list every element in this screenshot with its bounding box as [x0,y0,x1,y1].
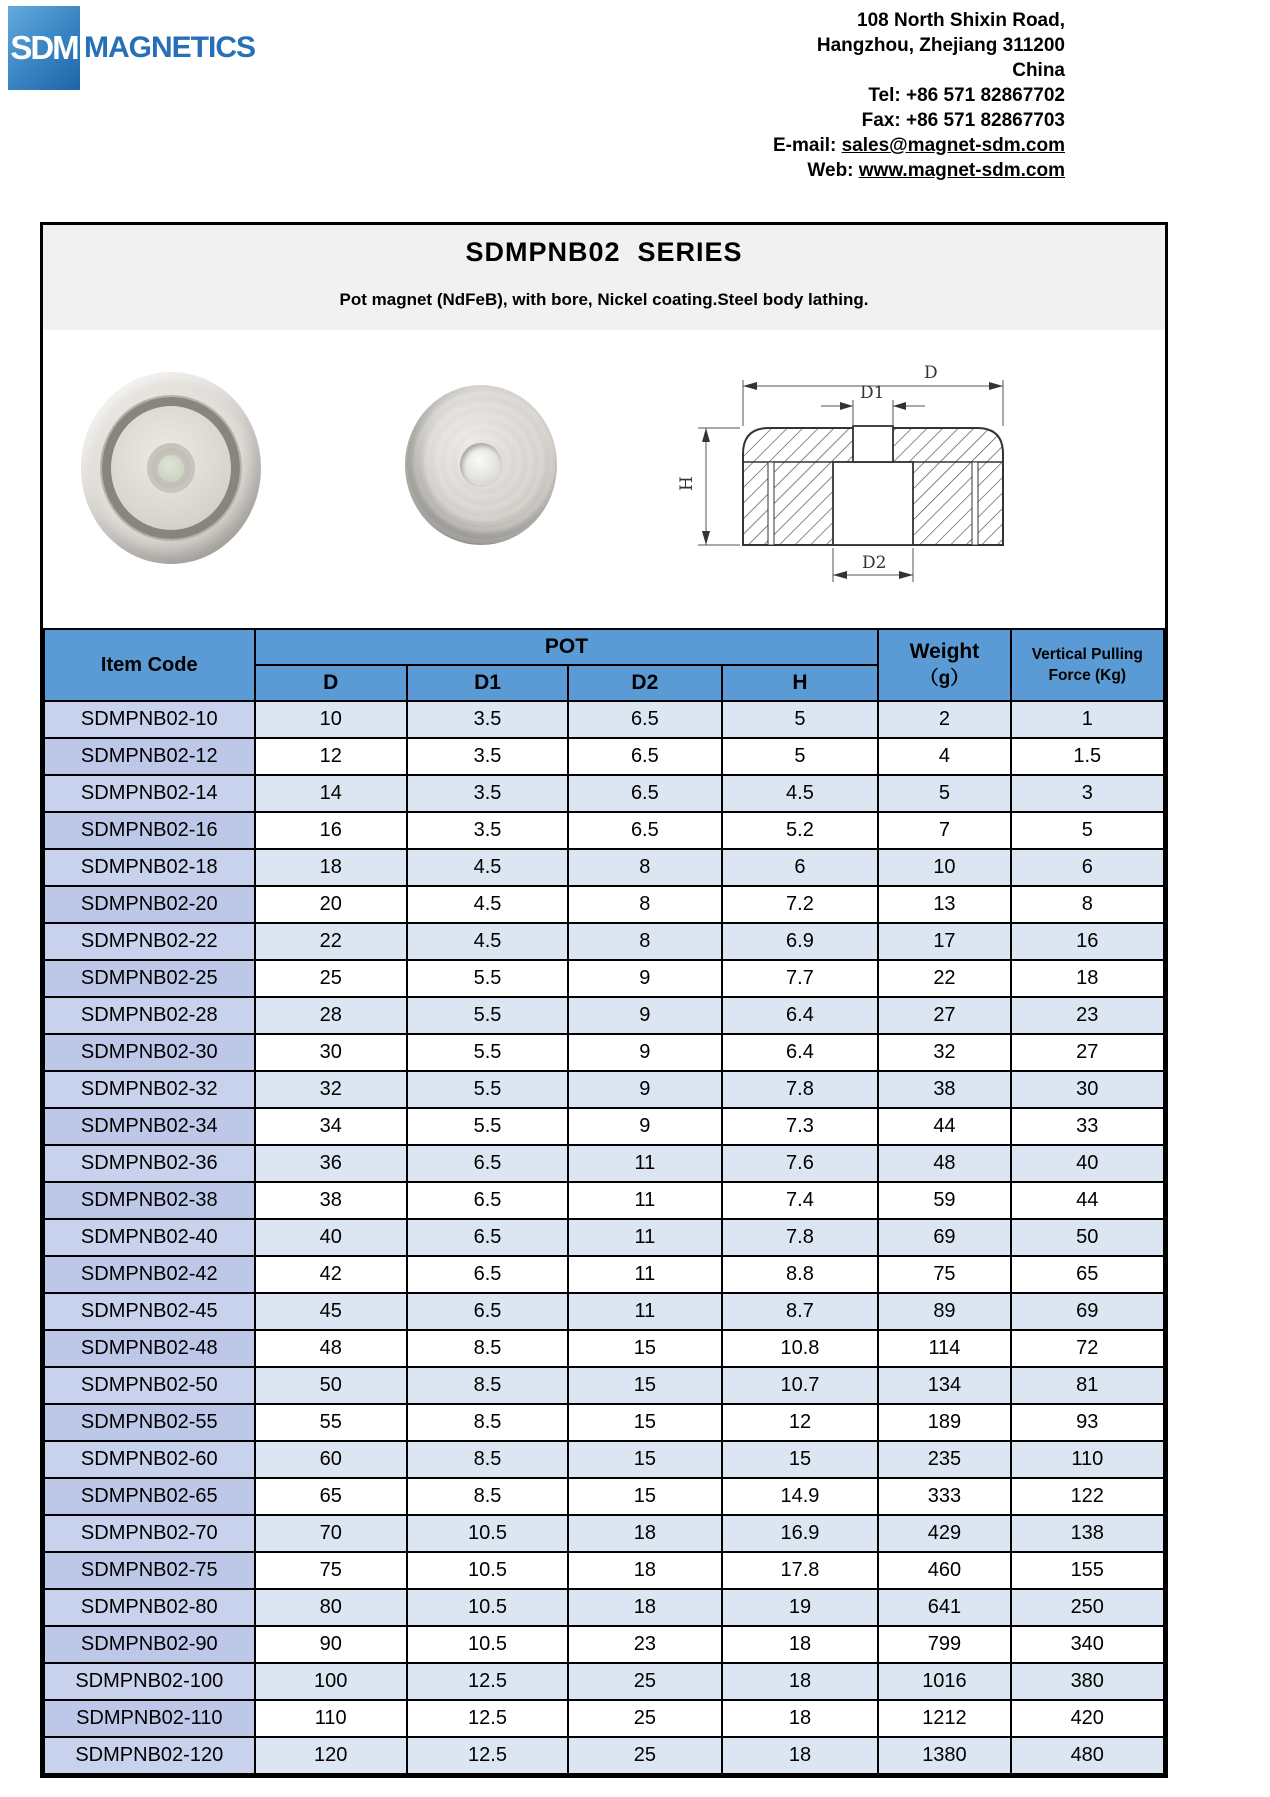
d2-cell: 15 [568,1330,721,1367]
d-cell: 10 [255,701,407,738]
vpf-cell: 27 [1011,1034,1164,1071]
vpf-cell: 1.5 [1011,738,1164,775]
h-cell: 5 [722,701,879,738]
header-pot: POT [255,629,879,665]
d-cell: 50 [255,1367,407,1404]
weight-cell: 1380 [878,1737,1010,1774]
vpf-cell: 65 [1011,1256,1164,1293]
d1-cell: 4.5 [407,849,568,886]
weight-cell: 10 [878,849,1010,886]
d1-cell: 3.5 [407,812,568,849]
weight-cell: 22 [878,960,1010,997]
item-code-cell: SDMPNB02-12 [44,738,255,775]
header-h: H [722,665,879,701]
table-row [44,738,1164,775]
item-code-cell: SDMPNB02-40 [44,1219,255,1256]
vpf-cell: 5 [1011,812,1164,849]
vpf-cell: 44 [1011,1182,1164,1219]
page-subtitle: Pot magnet (NdFeB), with bore, Nickel coating.Steel body lathing. [339,290,869,309]
logo-magnetics-text: MAGNETICS [84,31,255,64]
weight-cell: 460 [878,1552,1010,1589]
d-cell: 90 [255,1626,407,1663]
h-cell: 6.9 [722,923,879,960]
d-cell: 60 [255,1441,407,1478]
vpf-cell: 3 [1011,775,1164,812]
d1-cell: 3.5 [407,738,568,775]
weight-cell: 114 [878,1330,1010,1367]
dim-label-d2: D2 [862,553,887,573]
vpf-cell: 33 [1011,1108,1164,1145]
table-row [44,1737,1164,1774]
d-cell: 25 [255,960,407,997]
d1-cell: 8.5 [407,1404,568,1441]
weight-cell: 17 [878,923,1010,960]
h-cell: 18 [722,1626,879,1663]
header-d2: D2 [568,665,721,701]
weight-cell: 48 [878,1145,1010,1182]
header-weight-line2: （g） [919,667,970,689]
d1-cell: 4.5 [407,886,568,923]
d1-cell: 3.5 [407,701,568,738]
item-code-cell: SDMPNB02-16 [44,812,255,849]
weight-cell: 1016 [878,1663,1010,1700]
weight-cell: 799 [878,1626,1010,1663]
h-cell: 7.8 [722,1071,879,1108]
d2-cell: 8 [568,923,721,960]
d1-cell: 12.5 [407,1700,568,1737]
h-cell: 7.4 [722,1182,879,1219]
vpf-cell: 50 [1011,1219,1164,1256]
h-cell: 12 [722,1404,879,1441]
table-row [44,997,1164,1034]
d1-cell: 6.5 [407,1256,568,1293]
d2-cell: 6.5 [568,701,721,738]
item-code-cell: SDMPNB02-10 [44,701,255,738]
item-code-cell: SDMPNB02-48 [44,1330,255,1367]
table-row [44,886,1164,923]
d-cell: 45 [255,1293,407,1330]
item-code-cell: SDMPNB02-110 [44,1700,255,1737]
d-cell: 80 [255,1589,407,1626]
table-row [44,1404,1164,1441]
d2-cell: 6.5 [568,812,721,849]
item-code-cell: SDMPNB02-80 [44,1589,255,1626]
d2-cell: 11 [568,1145,721,1182]
item-code-cell: SDMPNB02-36 [44,1145,255,1182]
d-cell: 42 [255,1256,407,1293]
table-row [44,1108,1164,1145]
d1-cell: 6.5 [407,1219,568,1256]
vpf-cell: 250 [1011,1589,1164,1626]
item-code-cell: SDMPNB02-14 [44,775,255,812]
table-row [44,849,1164,886]
h-cell: 18 [722,1737,879,1774]
d2-cell: 25 [568,1663,721,1700]
table-row [44,1367,1164,1404]
d2-cell: 6.5 [568,738,721,775]
d-cell: 55 [255,1404,407,1441]
item-code-cell: SDMPNB02-50 [44,1367,255,1404]
d2-cell: 9 [568,1071,721,1108]
table-row [44,923,1164,960]
weight-cell: 4 [878,738,1010,775]
d2-cell: 9 [568,997,721,1034]
h-cell: 8.8 [722,1256,879,1293]
contact-tel: Tel: +86 571 82867702 [868,85,1065,106]
table-row [44,1034,1164,1071]
d2-recess [833,462,913,545]
magnet-center-hub [147,443,195,493]
table-row [44,1330,1164,1367]
vpf-cell: 93 [1011,1404,1164,1441]
d2-cell: 11 [568,1219,721,1256]
table-row [44,1182,1164,1219]
table-row [44,1478,1164,1515]
d2-cell: 9 [568,960,721,997]
d1-cell: 3.5 [407,775,568,812]
d1-cell: 10.5 [407,1552,568,1589]
d1-cell: 5.5 [407,1071,568,1108]
weight-cell: 5 [878,775,1010,812]
d1-cell: 5.5 [407,1034,568,1071]
d2-cell: 18 [568,1552,721,1589]
d-cell: 38 [255,1182,407,1219]
table-row [44,1552,1164,1589]
vpf-cell: 420 [1011,1700,1164,1737]
d-cell: 32 [255,1071,407,1108]
d1-cell: 10.5 [407,1626,568,1663]
table-row [44,960,1164,997]
item-code-cell: SDMPNB02-120 [44,1737,255,1774]
weight-cell: 69 [878,1219,1010,1256]
table-row [44,1441,1164,1478]
item-code-cell: SDMPNB02-42 [44,1256,255,1293]
vpf-cell: 18 [1011,960,1164,997]
h-cell: 18 [722,1700,879,1737]
item-code-cell: SDMPNB02-25 [44,960,255,997]
product-images-row [43,330,1165,628]
item-code-cell: SDMPNB02-90 [44,1626,255,1663]
h-cell: 7.7 [722,960,879,997]
h-cell: 7.6 [722,1145,879,1182]
table-row [44,1071,1164,1108]
d-cell: 48 [255,1330,407,1367]
item-code-cell: SDMPNB02-18 [44,849,255,886]
magnet-bore-hole [460,443,502,487]
web-link[interactable]: www.magnet-sdm.com [858,160,1065,181]
d2-cell: 11 [568,1256,721,1293]
d2-cell: 6.5 [568,775,721,812]
d2-cell: 15 [568,1404,721,1441]
header-weight-line1: Weight [909,639,980,663]
d-cell: 12 [255,738,407,775]
pot-magnet-side-photo [405,385,557,545]
weight-cell: 13 [878,886,1010,923]
d1-cell: 12.5 [407,1663,568,1700]
table-row [44,1626,1164,1663]
h-cell: 6.4 [722,997,879,1034]
header-d: D [255,665,407,701]
weight-cell: 2 [878,701,1010,738]
d2-cell: 15 [568,1478,721,1515]
vpf-cell: 480 [1011,1737,1164,1774]
item-code-cell: SDMPNB02-20 [44,886,255,923]
h-cell: 16.9 [722,1515,879,1552]
d-cell: 28 [255,997,407,1034]
d1-cell: 10.5 [407,1515,568,1552]
dim-label-d: D [924,363,938,383]
d2-cell: 8 [568,886,721,923]
d2-cell: 25 [568,1700,721,1737]
logo-sdm-text: SDM [10,29,78,66]
weight-cell: 333 [878,1478,1010,1515]
d1-cell: 8.5 [407,1367,568,1404]
d2-cell: 15 [568,1441,721,1478]
header-vpf-line2: Force (Kg) [1048,667,1126,684]
d2-cell: 18 [568,1515,721,1552]
contact-address-line: China [1012,60,1065,81]
d1-cell: 10.5 [407,1589,568,1626]
h-cell: 17.8 [722,1552,879,1589]
weight-cell: 7 [878,812,1010,849]
h-cell: 7.2 [722,886,879,923]
contact-block [773,8,1065,183]
h-cell: 6 [722,849,879,886]
d-cell: 100 [255,1663,407,1700]
vpf-cell: 6 [1011,849,1164,886]
d2-cell: 9 [568,1034,721,1071]
web-label: Web: [807,160,859,181]
h-cell: 19 [722,1589,879,1626]
sdm-logo-square [8,6,80,90]
weight-cell: 27 [878,997,1010,1034]
vpf-cell: 110 [1011,1441,1164,1478]
d-cell: 70 [255,1515,407,1552]
vpf-cell: 69 [1011,1293,1164,1330]
h-cell: 14.9 [722,1478,879,1515]
weight-cell: 134 [878,1367,1010,1404]
email-link[interactable]: sales@magnet-sdm.com [841,135,1065,156]
item-code-cell: SDMPNB02-22 [44,923,255,960]
vpf-cell: 380 [1011,1663,1164,1700]
d-cell: 30 [255,1034,407,1071]
header-vpf-line1: Vertical Pulling [1031,646,1143,663]
magnet-bore-hole [158,455,184,482]
contact-fax: Fax: +86 571 82867703 [861,110,1065,131]
table-row [44,701,1164,738]
magnet-outer-ring [102,397,240,539]
d2-cell: 15 [568,1367,721,1404]
vpf-cell: 122 [1011,1478,1164,1515]
d1-bore [853,426,893,462]
table-row [44,1219,1164,1256]
d1-cell: 6.5 [407,1182,568,1219]
d-cell: 14 [255,775,407,812]
h-cell: 8.7 [722,1293,879,1330]
d-cell: 16 [255,812,407,849]
d1-cell: 5.5 [407,997,568,1034]
vpf-cell: 155 [1011,1552,1164,1589]
table-row [44,775,1164,812]
d1-cell: 12.5 [407,1737,568,1774]
d-cell: 110 [255,1700,407,1737]
d2-cell: 8 [568,849,721,886]
d2-cell: 11 [568,1293,721,1330]
item-code-cell: SDMPNB02-55 [44,1404,255,1441]
weight-cell: 75 [878,1256,1010,1293]
h-cell: 7.8 [722,1219,879,1256]
datasheet-box [40,222,1168,1778]
cross-section-drawing [628,338,1063,606]
d1-cell: 4.5 [407,923,568,960]
table-row [44,1663,1164,1700]
h-cell: 5 [722,738,879,775]
item-code-cell: SDMPNB02-34 [44,1108,255,1145]
item-code-cell: SDMPNB02-30 [44,1034,255,1071]
item-code-cell: SDMPNB02-38 [44,1182,255,1219]
table-row [44,1700,1164,1737]
d1-cell: 5.5 [407,1108,568,1145]
d2-cell: 18 [568,1589,721,1626]
d2-cell: 25 [568,1737,721,1774]
d2-cell: 23 [568,1626,721,1663]
contact-email-line [773,133,1065,158]
vpf-cell: 72 [1011,1330,1164,1367]
header-item-code: Item Code [44,629,255,701]
weight-cell: 59 [878,1182,1010,1219]
d-cell: 36 [255,1145,407,1182]
table-row [44,812,1164,849]
d-cell: 34 [255,1108,407,1145]
vpf-cell: 1 [1011,701,1164,738]
table-row [44,1145,1164,1182]
d1-cell: 6.5 [407,1293,568,1330]
d1-cell: 8.5 [407,1330,568,1367]
weight-cell: 89 [878,1293,1010,1330]
d1-cell: 5.5 [407,960,568,997]
item-code-cell: SDMPNB02-32 [44,1071,255,1108]
header-weight [878,629,1010,701]
contact-web-line [773,158,1065,183]
page-header [0,0,1270,222]
d-cell: 18 [255,849,407,886]
vpf-cell: 138 [1011,1515,1164,1552]
vpf-cell: 16 [1011,923,1164,960]
weight-cell: 32 [878,1034,1010,1071]
item-code-cell: SDMPNB02-65 [44,1478,255,1515]
weight-cell: 189 [878,1404,1010,1441]
table-row [44,1293,1164,1330]
table-row [44,1589,1164,1626]
d2-cell: 9 [568,1108,721,1145]
vpf-cell: 340 [1011,1626,1164,1663]
dim-label-d1: D1 [860,383,885,403]
vpf-cell: 81 [1011,1367,1164,1404]
item-code-cell: SDMPNB02-45 [44,1293,255,1330]
d1-cell: 8.5 [407,1441,568,1478]
item-code-cell: SDMPNB02-60 [44,1441,255,1478]
d1-cell: 6.5 [407,1145,568,1182]
contact-address-line: 108 North Shixin Road, [857,10,1065,31]
d-cell: 75 [255,1552,407,1589]
item-code-cell: SDMPNB02-28 [44,997,255,1034]
title-band [43,225,1165,330]
d-cell: 120 [255,1737,407,1774]
table-body [44,701,1164,1774]
weight-cell: 235 [878,1441,1010,1478]
h-cell: 6.4 [722,1034,879,1071]
header-vpf [1011,629,1164,701]
vpf-cell: 40 [1011,1145,1164,1182]
h-cell: 15 [722,1441,879,1478]
d1-cell: 8.5 [407,1478,568,1515]
item-code-cell: SDMPNB02-100 [44,1663,255,1700]
h-cell: 10.8 [722,1330,879,1367]
h-cell: 10.7 [722,1367,879,1404]
h-cell: 7.3 [722,1108,879,1145]
sdm-logo [8,6,255,90]
contact-address-line: Hangzhou, Zhejiang 311200 [816,35,1065,56]
d2-cell: 11 [568,1182,721,1219]
vpf-cell: 30 [1011,1071,1164,1108]
dim-label-h: H [677,476,697,491]
spec-table [43,628,1165,1775]
d-cell: 20 [255,886,407,923]
d-cell: 65 [255,1478,407,1515]
weight-cell: 1212 [878,1700,1010,1737]
item-code-cell: SDMPNB02-70 [44,1515,255,1552]
header-d1: D1 [407,665,568,701]
pot-magnet-front-photo [81,372,261,564]
vpf-cell: 23 [1011,997,1164,1034]
weight-cell: 38 [878,1071,1010,1108]
vpf-cell: 8 [1011,886,1164,923]
weight-cell: 641 [878,1589,1010,1626]
weight-cell: 429 [878,1515,1010,1552]
email-label: E-mail: [772,135,842,156]
d-cell: 22 [255,923,407,960]
table-row [44,1515,1164,1552]
page-title: SDMPNB02 SERIES [465,237,743,267]
h-cell: 5.2 [722,812,879,849]
h-cell: 4.5 [722,775,879,812]
h-cell: 18 [722,1663,879,1700]
table-header-row-1 [44,629,1164,665]
item-code-cell: SDMPNB02-75 [44,1552,255,1589]
weight-cell: 44 [878,1108,1010,1145]
d-cell: 40 [255,1219,407,1256]
table-row [44,1256,1164,1293]
